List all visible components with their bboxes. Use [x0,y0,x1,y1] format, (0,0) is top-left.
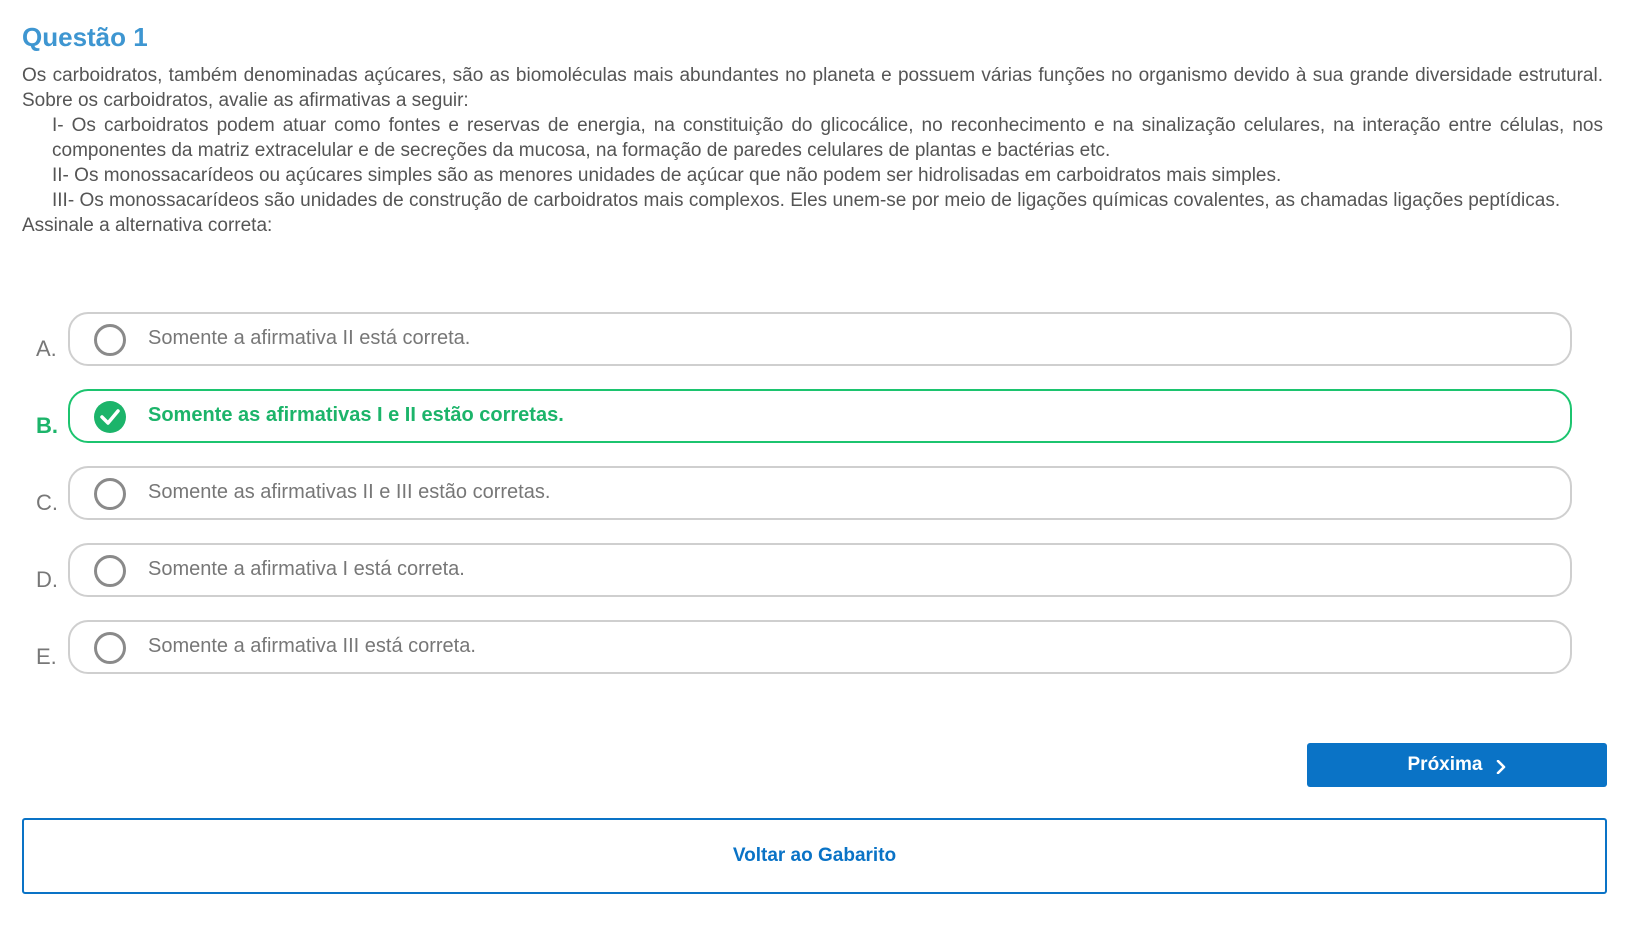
option-b [22,389,1570,443]
option-text: Somente a afirmativa II está correta. [148,327,471,349]
option-a-box[interactable] [68,312,1572,366]
option-c [22,466,1570,520]
option-c-box[interactable] [68,466,1572,520]
option-text: Somente as afirmativas II e III estão corretas. [148,481,551,503]
statement-item-3: III- Os monossacarídeos são unidades de construção de carboidratos mais complexos. Eles unem-se por meio de ligações químicas covalentes, as chamadas ligações peptídicas. [52,190,1561,211]
question-prompt: Assinale a alternativa correta: [22,215,273,236]
statement-item-2: II- Os monossacarídeos ou açúcares simples são as menores unidades de açúcar que não podem ser hidrolisadas em carboidratos mais simples. [52,165,1282,186]
radio-circle-icon[interactable] [94,324,126,356]
question-container [22,0,1603,238]
next-button-label: Próxima [1407,754,1483,775]
option-text: Somente a afirmativa III está correta. [148,635,476,657]
option-letter: B. [36,413,58,438]
question-statement [22,63,1603,238]
option-d [22,543,1570,597]
question-title: Questão 1 [22,22,148,52]
option-e-box[interactable] [68,620,1572,674]
option-e [22,620,1570,674]
radio-circle-icon[interactable] [94,555,126,587]
question-intro: Os carboidratos, também denominadas açúcares, são as biomoléculas mais abundantes no planeta e possuem várias funções no organismo devido à sua grande diversidade estrutural. Sobre os carboidratos, avalie as afirmativas a seguir: [22,65,1603,111]
answer-options [22,312,1570,697]
chevron-right-icon [1496,758,1506,772]
option-b-box[interactable] [68,389,1572,443]
radio-circle-icon[interactable] [94,632,126,664]
option-text: Somente as afirmativas I e II estão corretas. [148,404,564,426]
option-a [22,312,1570,366]
check-circle-icon[interactable] [94,401,126,433]
option-text: Somente a afirmativa I está correta. [148,558,465,580]
statement-item-1: I- Os carboidratos podem atuar como fontes e reservas de energia, na constituição do glicocálice, no reconhecimento e na sinalização celulares, na interação entre células, nos componentes da matriz extracelular e de secreções da mucosa, na formação de paredes celulares de plantas e bactérias etc. [52,115,1603,161]
option-letter: C. [36,490,58,515]
option-letter: E. [36,644,57,669]
option-letter: D. [36,567,58,592]
next-button[interactable] [1307,743,1607,787]
option-d-box[interactable] [68,543,1572,597]
option-letter: A. [36,336,57,361]
radio-circle-icon[interactable] [94,478,126,510]
back-to-answer-key-button[interactable]: Voltar ao Gabarito [22,818,1607,894]
